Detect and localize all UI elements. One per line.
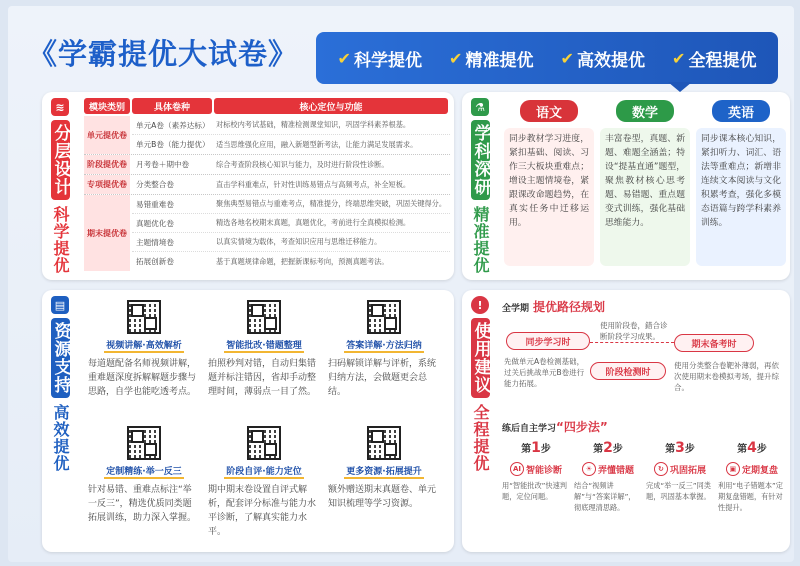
step-number: 第1步 — [521, 440, 551, 456]
check-icon: ✔ — [672, 48, 686, 68]
volume-cell: 单元A卷（素养达标） — [136, 120, 210, 130]
step-index: 2 — [603, 440, 613, 456]
book-icon: ▤ — [51, 296, 69, 314]
table-row — [84, 195, 450, 271]
resource-item — [208, 300, 320, 399]
method-title — [502, 418, 608, 435]
table-header — [84, 98, 450, 114]
header-cell: 具体卷种 — [132, 98, 212, 114]
plan-title-prefix: 全学期 — [502, 304, 530, 314]
method-title-main: “四步法” — [556, 420, 608, 434]
resource-label: 答案详解·方法归纳 — [344, 338, 423, 353]
refresh-icon: ↻ — [654, 462, 668, 476]
stage-tag: 同步学习时 — [506, 332, 590, 350]
side-subtitle: 精准提优 — [471, 206, 490, 274]
page-title: 《学霸提优大试卷》 — [28, 37, 299, 71]
table-row — [84, 155, 450, 175]
side-title: 学科深研 — [471, 120, 490, 200]
plan-title-main: 提优路径规划 — [533, 300, 606, 314]
resource-text: 针对易错、重难点标注“举一反三”，精选优质同类题拓展训练，助力深入掌握。 — [88, 485, 197, 523]
resource-support-panel — [42, 290, 454, 552]
stage-cell: 阶段提优卷 — [84, 155, 130, 174]
feature-ribbon — [316, 32, 778, 84]
qr-code-icon[interactable] — [127, 300, 161, 334]
step-name-row — [502, 462, 570, 476]
path-line — [590, 342, 674, 343]
qr-code-icon[interactable] — [127, 426, 161, 460]
step-number: 第4步 — [737, 440, 767, 456]
resource-item — [328, 300, 440, 399]
stage-tag: 阶段检测时 — [590, 362, 666, 380]
position-cell: 直击学科重难点，针对性训练易错点与高频考点，补全短板。 — [216, 179, 411, 189]
volume-cell: 真题优化卷 — [136, 218, 174, 228]
panel-side — [462, 92, 498, 280]
step-index: 4 — [747, 440, 757, 456]
step-desc: 利用“电子错题本”定期复盘错题，有针对性提升。 — [718, 481, 783, 512]
plan-title — [502, 298, 605, 315]
method-title-prefix: 练后自主学习 — [502, 424, 557, 434]
layers-icon: ≋ — [51, 98, 69, 116]
subject-card-math — [600, 100, 690, 266]
lightbulb-icon: ☀ — [582, 462, 596, 476]
stage-cell: 专项提优卷 — [84, 175, 130, 194]
ribbon-pill — [561, 46, 645, 71]
resource-label: 定制精练·举一反三 — [104, 464, 183, 479]
step-card — [574, 440, 642, 513]
ribbon-label: 精准提优 — [465, 50, 534, 71]
step-name-row — [718, 462, 786, 476]
usage-advice-panel — [462, 290, 790, 552]
side-subtitle: 全程提优 — [471, 404, 490, 472]
resource-item — [208, 426, 320, 539]
resource-text: 期中期末卷设置自评式解析，配套评分标准与能力水平诊断，了解真实能力水平。 — [208, 485, 317, 537]
ribbon-label: 科学提优 — [353, 50, 422, 71]
ribbon-label: 全程提优 — [688, 50, 757, 71]
step-card — [646, 440, 714, 502]
step-number: 第2步 — [593, 440, 623, 456]
resource-text: 每道题配备名师视频讲解，重难题深度拆解解题步骤与思路，自学也能吃透考点。 — [88, 359, 197, 397]
subject-card-chinese — [504, 100, 594, 266]
resource-label: 更多资源·拓展提升 — [344, 464, 423, 479]
check-icon: ✔ — [337, 48, 351, 68]
step-name: 定期复盘 — [741, 465, 778, 476]
step-index: 1 — [531, 440, 541, 456]
panel-side — [42, 92, 78, 280]
step-number: 第3步 — [665, 440, 695, 456]
table-row — [84, 116, 450, 155]
qr-code-icon[interactable] — [247, 426, 281, 460]
ribbon-pill — [449, 46, 533, 71]
subject-research-panel — [462, 92, 790, 280]
alert-icon: ! — [471, 296, 489, 314]
microscope-icon: ⚗ — [471, 98, 489, 116]
step-desc: 完成“举一反三”同类题，巩固基本掌握。 — [646, 481, 711, 501]
ribbon-pill — [338, 46, 422, 71]
resource-label: 智能批改·错题整理 — [224, 338, 303, 353]
volume-cell: 单元B卷（能力提优） — [136, 140, 210, 149]
ai-icon: AI — [510, 462, 524, 476]
layered-design-panel — [42, 92, 454, 280]
side-subtitle: 科学提优 — [51, 206, 70, 274]
step-card — [718, 440, 786, 513]
position-cell: 精选各地名校期末真题，真题优化，考前进行全真模拟检测。 — [216, 218, 411, 227]
plan-note: 先做单元A卷检测基础，过关后挑战单元B卷进行能力拓展。 — [504, 357, 585, 388]
step-name: 巩固拓展 — [669, 465, 706, 476]
table-row — [84, 175, 450, 195]
step-card — [502, 440, 570, 502]
side-subtitle: 高效提优 — [51, 404, 70, 472]
header-cell: 模块类别 — [84, 98, 130, 114]
position-cell: 以真实情境为载体，考查知识应用与思维迁移能力。 — [216, 237, 382, 246]
resource-text: 拍照秒判对错，自动归集错题并标注错因，省却手动整理时间，薄弱点一目了然。 — [208, 359, 317, 397]
ribbon-label: 高效提优 — [576, 50, 645, 71]
volume-cell: 主题情境卷 — [136, 237, 174, 247]
resource-item — [328, 426, 440, 511]
qr-code-icon[interactable] — [247, 300, 281, 334]
side-title: 分层设计 — [51, 120, 70, 200]
side-title: 使用建议 — [471, 318, 490, 398]
resource-label: 阶段自评·能力定位 — [224, 464, 303, 479]
qr-code-icon[interactable] — [367, 300, 401, 334]
step-name: 智能诊断 — [525, 465, 562, 476]
volume-cell: 分类整合卷 — [136, 180, 174, 189]
subject-badge: 数学 — [616, 100, 674, 122]
subject-text: 丰富卷型，真题、新题、难题全涵盖；特设“提基直通”题型，聚焦教材核心思考题、易错题、重点题变式训练，强化基础思维能力。 — [605, 134, 685, 228]
position-cell: 综合考查阶段核心知识与能力，及时进行阶段性诊断。 — [216, 159, 389, 169]
resource-item — [88, 300, 200, 399]
step-desc: 结合“视频讲解”与“答案详解”，彻底理清思路。 — [574, 481, 636, 512]
position-cell: 聚焦典型易错点与重难考点，精准提分，终端思维突破，巩固关键得分。 — [216, 199, 447, 208]
step-name: 弄懂错题 — [597, 465, 634, 476]
position-cell: 基于真题规律命题，把握新课标考向，预测真题考法。 — [216, 256, 389, 266]
subject-text: 同步课本核心知识，紧扣听力、词汇、语法等重难点；新增非连续文本阅读与文化积累考查，强化多模态语篇与跨学科素养训练。 — [701, 134, 781, 228]
ribbon-pill — [672, 46, 756, 71]
subject-badge: 英语 — [712, 100, 770, 122]
header-cell: 核心定位与功能 — [214, 98, 448, 114]
ribbon-tail — [668, 82, 692, 92]
plan-note: 使用分类整合卷靶补薄弱，再依次使用期末卷模拟考场，提升综合。 — [674, 361, 779, 392]
qr-code-icon[interactable] — [367, 426, 401, 460]
step-name-row — [646, 462, 714, 476]
position-cell: 对标校内考试基础，精准检测课堂知识，巩固学科素养根基。 — [216, 120, 411, 129]
panel-side — [42, 290, 78, 552]
stage-cell: 期末提优卷 — [84, 195, 130, 271]
subject-card-english — [696, 100, 786, 266]
resource-text: 额外赠送期末真题卷、单元知识梳理等学习资源。 — [328, 485, 437, 509]
calendar-icon: ▣ — [726, 462, 740, 476]
check-icon: ✔ — [560, 48, 574, 68]
step-index: 3 — [675, 440, 685, 456]
volume-table — [84, 98, 450, 271]
resource-item — [88, 426, 200, 525]
plan-note: 使用阶段卷，錯合诊断阶段学习成果。 — [600, 321, 668, 341]
panel-side — [462, 290, 498, 552]
side-title: 资源支持 — [51, 318, 70, 398]
stage-cell: 单元提优卷 — [84, 116, 130, 154]
position-cell: 适当思维强化应用，融入新题型新考法，让能力满足发展需求。 — [216, 139, 418, 149]
step-desc: 用“智能批改”快速判题，定位问题。 — [502, 481, 567, 501]
volume-cell: 月考卷＋期中卷 — [136, 160, 190, 169]
step-name-row — [574, 462, 642, 476]
stage-tag: 期末备考时 — [674, 334, 754, 352]
resource-text: 扫码解锁详解与评析，系统归纳方法，会做题更会总结。 — [328, 359, 437, 397]
volume-cell: 易错重难卷 — [136, 199, 174, 209]
volume-cell: 拓展创新卷 — [136, 257, 174, 266]
subject-badge: 语文 — [520, 100, 578, 122]
resource-label: 视频讲解·高效解析 — [104, 338, 183, 353]
subject-text: 同步教材学习进度，紧扣基础、阅读、习作三大板块重难点；增设主题情境卷，紧跟课改命题趋势，在真实任务中迁移运用。 — [509, 134, 589, 228]
check-icon: ✔ — [449, 48, 463, 68]
